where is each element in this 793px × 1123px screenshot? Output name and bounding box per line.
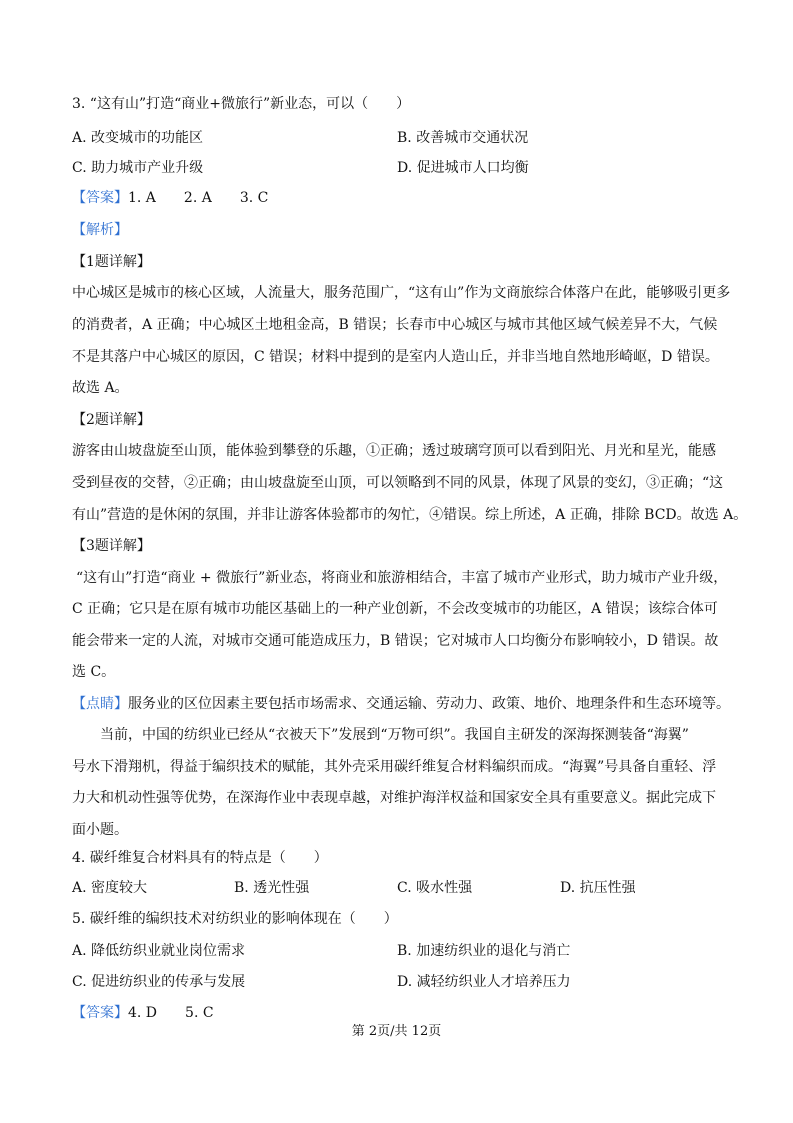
question-3-option-c: C. 助力城市产业升级 bbox=[72, 160, 204, 176]
question-5-option-a: A. 降低纺织业就业岗位需求 bbox=[72, 943, 246, 959]
question-4-stem: 4. 碳纤维复合材料具有的特点是（ ） bbox=[72, 850, 328, 866]
answer-label-2: 【答案】 bbox=[72, 1005, 128, 1021]
question-5-option-d: D. 减轻纺织业人才培养压力 bbox=[397, 974, 571, 990]
question-3-stem: 3. “这有山”打造“商业+微旅行”新业态，可以（ ） bbox=[72, 96, 411, 112]
material-line-1: 当前，中国的纺织业已经从“衣被天下”发展到“万物可织”。我国自主研发的深海探测装备“海翼” bbox=[100, 727, 689, 743]
detail-1-line-2: 的消费者，A 正确；中心城区土地租金高，B 错误；长春市中心城区与城市其他区域气候差异不大，气候 bbox=[72, 317, 718, 333]
answer-line-1 bbox=[72, 188, 268, 208]
detail-3-line-1: “这有山”打造“商业 + 微旅行”新业态，将商业和旅游相结合，丰富了城市产业形式，助力城市产业升级， bbox=[76, 570, 728, 586]
detail-1-line-4: 故选 A。 bbox=[72, 380, 129, 396]
question-4-option-a: A. 密度较大 bbox=[72, 880, 148, 896]
question-4-option-d: D. 抗压性强 bbox=[560, 880, 636, 896]
detail-3-line-4: 选 C。 bbox=[72, 664, 116, 680]
key-point-label: 【点睛】 bbox=[72, 696, 128, 712]
analysis-label: 【解析】 bbox=[72, 222, 128, 238]
material-line-2: 号水下滑翔机，得益于编织技术的赋能，其外壳采用碳纤维复合材料编织而成。“海翼”号具备自重轻、浮 bbox=[72, 759, 717, 775]
detail-2-line-1: 游客由山坡盘旋至山顶，能体验到攀登的乐趣，①正确；透过玻璃穹顶可以看到阳光、月光和星光，能感 bbox=[72, 443, 716, 459]
question-3-option-d: D. 促进城市人口均衡 bbox=[397, 160, 529, 176]
detail-2-line-3: 有山”营造的是休闲的氛围，并非让游客体验都市的匆忙，④错误。综上所述，A 正确，排除 BCD。故选 A。 bbox=[72, 507, 748, 523]
answer-values: 1. A 2. A 3. C bbox=[128, 190, 269, 206]
question-4-option-b: B. 透光性强 bbox=[234, 880, 310, 896]
answer-label: 【答案】 bbox=[72, 190, 128, 206]
detail-3-line-2: C 正确；它只是在原有城市功能区基础上的一种产业创新，不会改变城市的功能区，A 错误；该综合体可 bbox=[72, 601, 718, 617]
material-line-3: 力大和机动性强等优势，在深海作业中表现卓越，对维护海洋权益和国家安全具有重要意义。据此完成下 bbox=[72, 790, 716, 806]
question-4-option-c: C. 吸水性强 bbox=[397, 880, 473, 896]
answer-values-2: 4. D 5. C bbox=[128, 1005, 214, 1021]
detail-3-line-3: 能会带来一定的人流，对城市交通可能造成压力，B 错误；它对城市人口均衡分布影响较小，D 错误。故 bbox=[72, 633, 719, 649]
detail-3-label: 【3题详解】 bbox=[72, 538, 151, 554]
key-point-text: 服务业的区位因素主要包括市场需求、交通运输、劳动力、政策、地价、地理条件和生态环境等。 bbox=[128, 696, 730, 712]
detail-2-label: 【2题详解】 bbox=[72, 412, 151, 428]
material-line-4: 面小题。 bbox=[72, 822, 128, 838]
question-3-option-b: B. 改善城市交通状况 bbox=[397, 130, 529, 146]
detail-2-line-2: 受到昼夜的交替，②正确；由山坡盘旋至山顶，可以领略到不同的风景，体现了风景的变幻，③正确；“这 bbox=[72, 475, 724, 491]
question-5-stem: 5. 碳纤维的编织技术对纺织业的影响体现在（ ） bbox=[72, 911, 398, 927]
detail-1-line-1: 中心城区是城市的核心区域，人流量大，服务范围广，“这有山”作为文商旅综合体落户在此，能够吸引更多 bbox=[72, 285, 731, 301]
page-footer: 第 2页/共 12页 bbox=[351, 1024, 442, 1039]
key-point-line bbox=[72, 694, 730, 714]
question-5-option-c: C. 促进纺织业的传承与发展 bbox=[72, 974, 246, 990]
detail-1-label: 【1题详解】 bbox=[72, 254, 151, 270]
answer-line-2 bbox=[72, 1003, 214, 1023]
detail-1-line-3: 不是其落户中心城区的原因，C 错误；材料中提到的是室内人造山丘，并非当地自然地形崎岖，D 错误。 bbox=[72, 349, 719, 365]
question-3-option-a: A. 改变城市的功能区 bbox=[72, 130, 204, 146]
question-5-option-b: B. 加速纺织业的退化与消亡 bbox=[397, 943, 571, 959]
